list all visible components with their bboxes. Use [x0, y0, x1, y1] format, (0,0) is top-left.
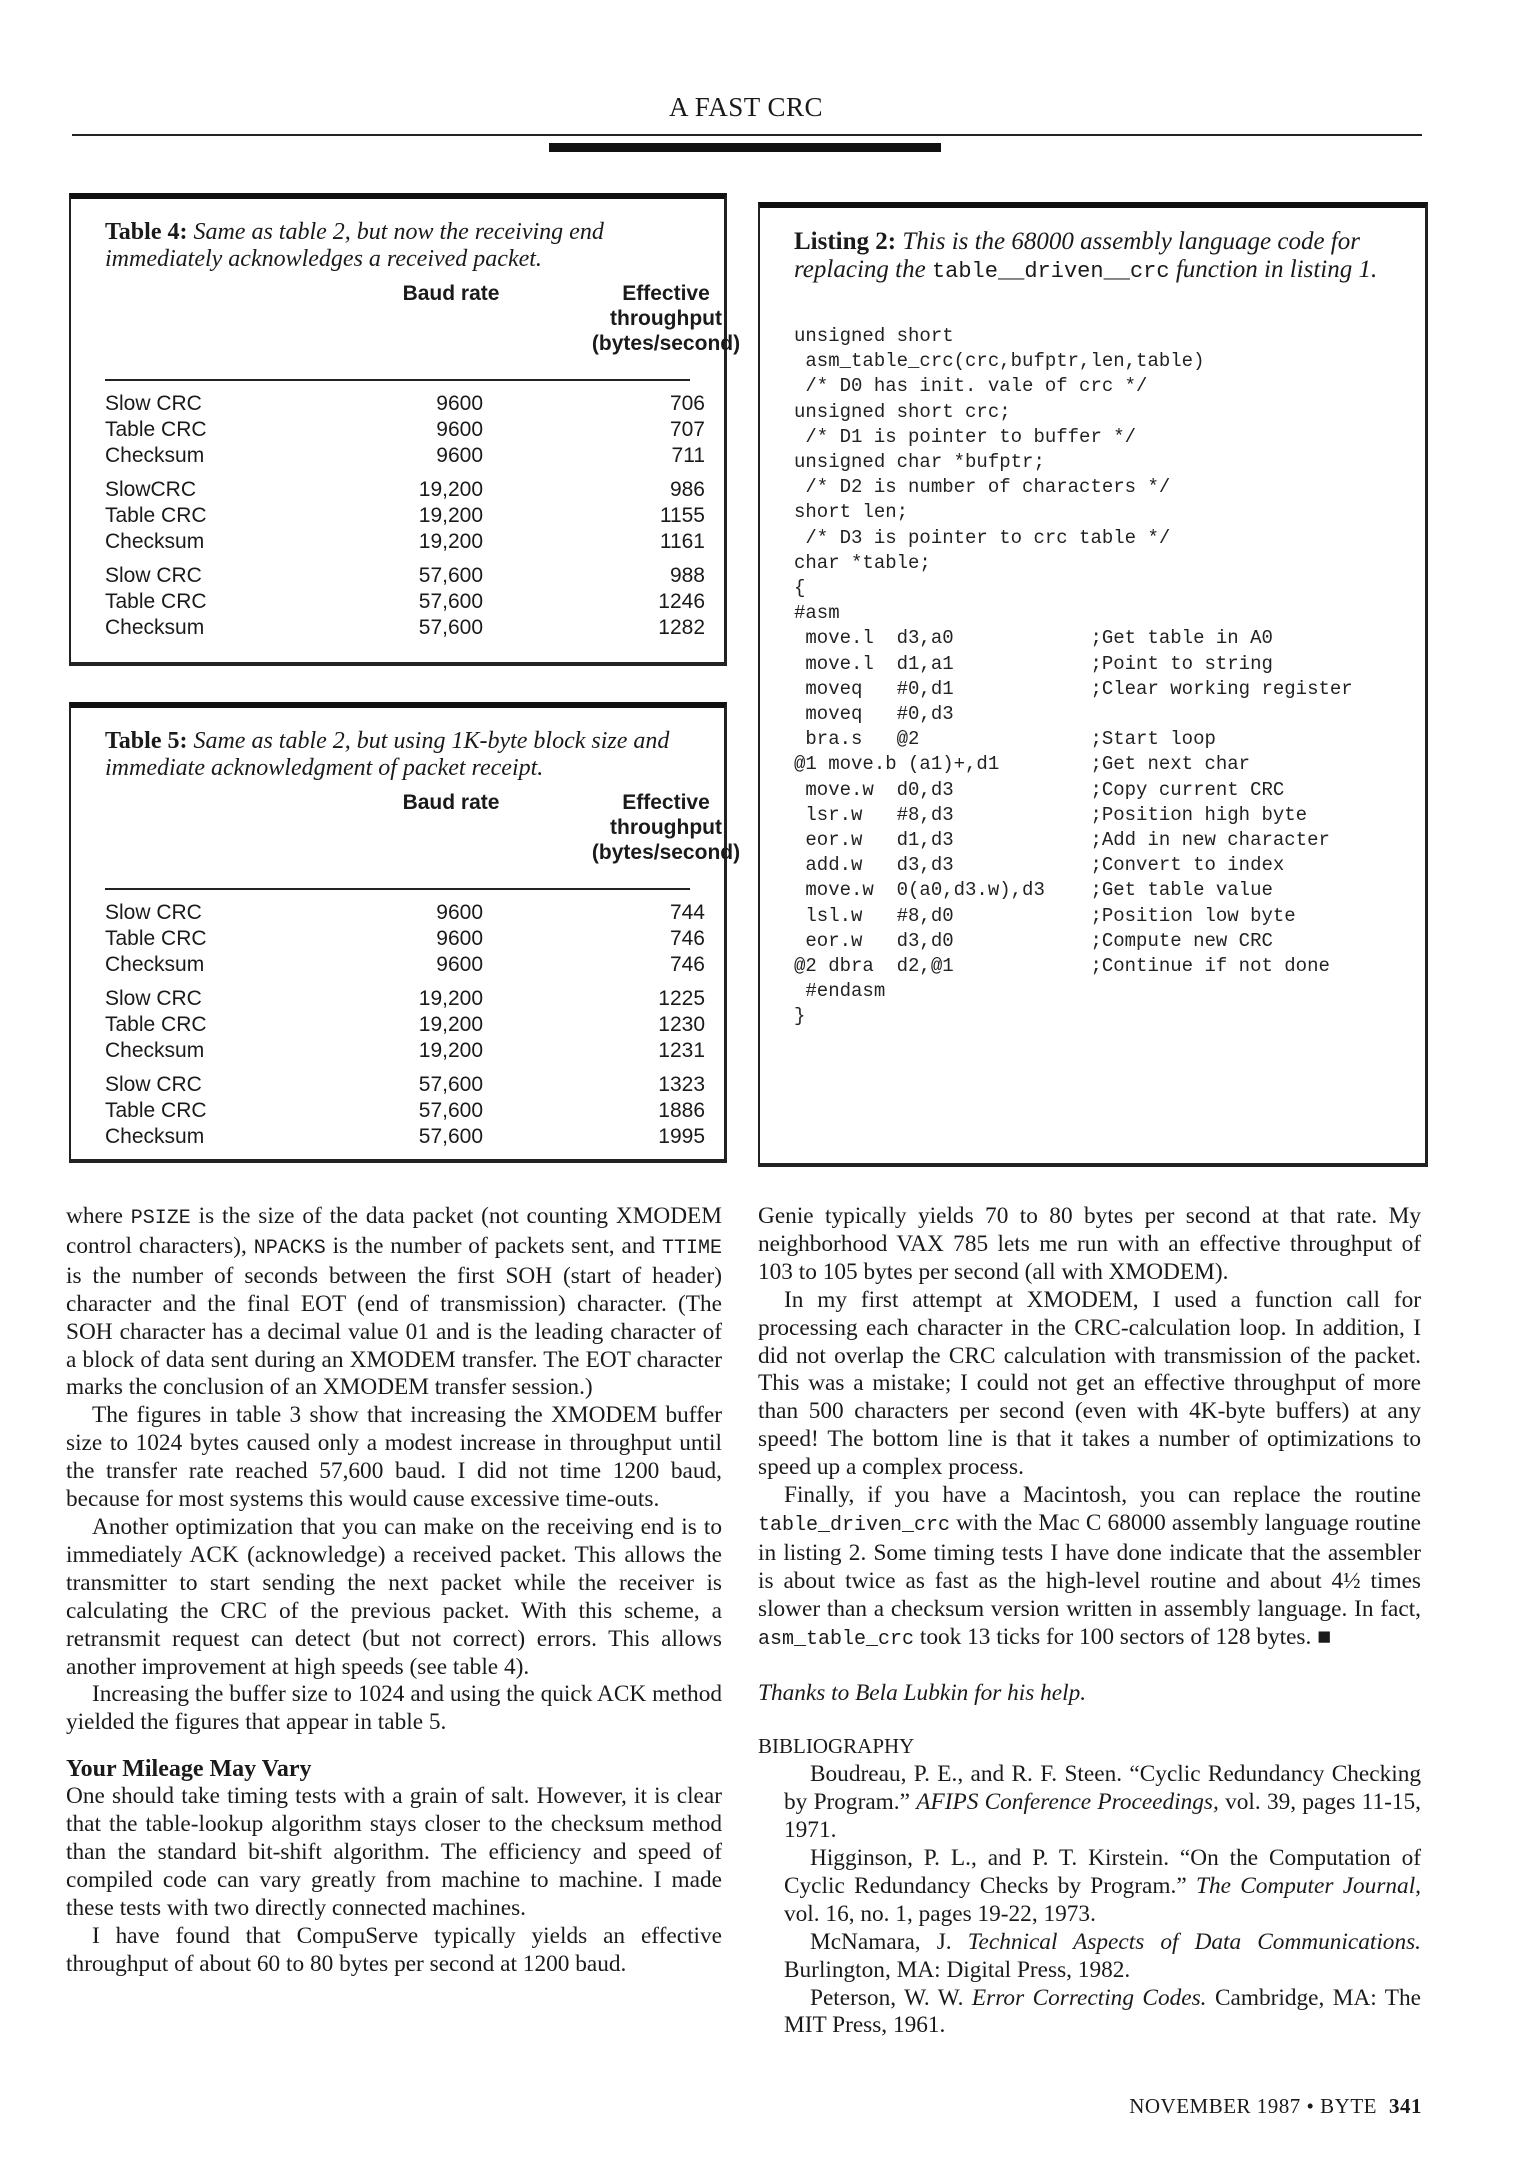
throughput: 1231 — [658, 1039, 705, 1062]
row-label: Table CRC — [105, 1099, 207, 1122]
row-label: Slow CRC — [105, 987, 202, 1010]
table-row — [71, 391, 724, 417]
table-caption: Table 5: Same as table 2, but using 1K-byte block size and immediate acknowledgment of packet receipt. — [105, 728, 670, 781]
throughput: 711 — [671, 444, 705, 467]
table-row — [71, 1072, 724, 1098]
baud-rate: 9600 — [436, 927, 483, 950]
table-row — [71, 1012, 724, 1038]
throughput: 1161 — [659, 530, 705, 553]
right-column — [758, 1203, 1421, 2040]
col-throughput: Effective throughput (bytes/second) — [591, 791, 741, 864]
baud-rate: 9600 — [436, 444, 483, 467]
table-row — [71, 477, 724, 503]
throughput: 988 — [669, 564, 705, 587]
throughput: 1225 — [658, 987, 705, 1010]
table-row — [71, 443, 724, 469]
row-label: Checksum — [105, 1039, 205, 1062]
row-label: Slow CRC — [105, 392, 202, 415]
bibliography-entry: Boudreau, P. E., and R. F. Steen. “Cyclic Redundancy Checking by Program.” AFIPS Conference Proceedings, vol. 39, pages 11-15, 1971. — [784, 1761, 1421, 1844]
row-label: Checksum — [105, 530, 205, 553]
table-row — [71, 589, 724, 615]
paragraph: where PSIZE is the size of the data packet (not counting XMODEM control characters), NPACKS is the number of packets sent, and TTIME is the number of seconds between the first SOH (start of header) character and the final EOT (end of transmission) character. (The SOH character has a decimal value 01 and is the leading character of a block of data sent during an XMODEM transfer. The EOT character marks the conclusion of an XMODEM transfer session.) — [66, 1203, 722, 1401]
baud-rate: 9600 — [436, 418, 483, 441]
header-bar — [549, 143, 941, 152]
throughput: 1230 — [658, 1013, 705, 1036]
throughput: 986 — [669, 478, 705, 501]
table-row — [71, 615, 724, 641]
table-row — [71, 529, 724, 555]
bibliography-entry: McNamara, J. Technical Aspects of Data Communications. Burlington, MA: Digital Press, 1982. — [784, 1928, 1421, 1983]
row-label: Slow CRC — [105, 901, 202, 924]
paragraph: The figures in table 3 show that increasing the XMODEM buffer size to 1024 bytes caused only a modest increase in throughput until the transfer rate reached 57,600 baud. I did not time 1200 baud, because for most systems this would cause excessive time-outs. — [66, 1402, 722, 1513]
table-5 — [69, 702, 741, 1163]
throughput: 1246 — [658, 590, 705, 613]
table-header — [71, 273, 741, 379]
throughput: 746 — [669, 953, 705, 976]
section-heading: Your Mileage May Vary — [66, 1756, 312, 1783]
paragraph: I have found that CompuServe typically yields an effective throughput of about 60 to 80 bytes per second at 1200 baud. — [66, 1922, 722, 1977]
row-label: Table CRC — [105, 418, 207, 441]
listing-caption: Listing 2: This is the 68000 assembly language code for replacing the table__driven__crc function in listing 1. — [794, 228, 1378, 284]
table-body — [71, 381, 724, 641]
table-header — [71, 782, 741, 888]
code-listing: unsigned short asm_table_crc(crc,bufptr,len,table) /* D0 has init. vale of crc */ unsigned short crc; /* D1 is pointer to buffer */ unsigned char *bufptr; /* D2 is number of characters */ short len; /* D3 is pointer to crc table */ char *table; { #asm move.l d3,a0 ;Get table in A0 move.l d1,a1 ;Point to string moveq #0,d1 ;Clear working register moveq #0,d3 bra.s @2 ;Start loop @1 move.b (a1)+,d1 ;Get next char move.w d0,d3 ;Copy current CRC lsr.w #8,d3 ;Position high byte eor.w d1,d3 ;Add in new character add.w d3,d3 ;Convert to index move.w 0(a0,d3.w),d3 ;Get table value lsl.w #8,d0 ;Position low byte eor.w d3,d0 ;Compute new CRC @2 dbra d2,@1 ;Continue if not done #endasm } — [794, 325, 1353, 1028]
row-label: Slow CRC — [105, 564, 202, 587]
paragraph: Increasing the buffer size to 1024 and using the quick ACK method yielded the figures that appear in table 5. — [66, 1681, 722, 1736]
table-caption: Table 4: Same as table 2, but now the receiving end immediately acknowledges a received packet. — [105, 219, 604, 272]
baud-rate: 57,600 — [418, 1125, 483, 1148]
throughput: 706 — [669, 392, 705, 415]
baud-rate: 19,200 — [418, 987, 483, 1010]
bibliography-entry: Higginson, P. L., and P. T. Kirstein. “On the Computation of Cyclic Redundancy Checks by Program.” The Computer Journal, vol. 16, no. 1, pages 19-22, 1973. — [784, 1845, 1421, 1927]
col-baud: Baud rate — [402, 282, 500, 305]
running-title: A FAST CRC — [668, 92, 824, 122]
table-row — [71, 952, 724, 978]
throughput: 744 — [669, 901, 705, 924]
left-column — [66, 1203, 722, 1979]
paragraph: Finally, if you have a Macintosh, you can replace the routine table_driven_crc with the Mac C 68000 assembly language routine in listing 2. Some timing tests I have done indicate that the assembler is about twice as fast as the high-level routine and about 4½ times slower than a checksum version written in assembly language. In fact, asm_table_crc took 13 ticks for 100 sectors of 128 bytes. ■ — [758, 1482, 1421, 1651]
paragraph: Genie typically yields 70 to 80 bytes per second at that rate. My neighborhood VAX 785 lets me run with an effective throughput of 103 to 105 bytes per second (all with XMODEM). — [758, 1203, 1421, 1285]
table-row — [71, 900, 724, 926]
baud-rate: 19,200 — [418, 478, 483, 501]
col-throughput: Effective throughput (bytes/second) — [591, 282, 741, 355]
baud-rate: 57,600 — [418, 616, 483, 639]
row-label: Checksum — [105, 444, 205, 467]
table-row — [71, 986, 724, 1012]
baud-rate: 57,600 — [418, 564, 483, 587]
throughput: 1995 — [658, 1125, 705, 1148]
table-row — [71, 1038, 724, 1064]
row-label: Checksum — [105, 616, 205, 639]
row-label: Table CRC — [105, 590, 207, 613]
baud-rate: 57,600 — [418, 590, 483, 613]
row-label: Table CRC — [105, 504, 207, 527]
row-label: SlowCRC — [105, 478, 197, 501]
baud-rate: 19,200 — [418, 1013, 483, 1036]
throughput: 1282 — [658, 616, 705, 639]
paragraph: Another optimization that you can make on the receiving end is to immediately ACK (acknowledge) a received packet. This allows the transmitter to start sending the next packet while the receiver is calculating the CRC of the previous packet. With this scheme, a retransmit request can detect (but not correct) errors. This allows another improvement at high speeds (see table 4). — [66, 1513, 722, 1680]
throughput: 746 — [669, 927, 705, 950]
bibliography-heading: BIBLIOGRAPHY — [758, 1734, 915, 1759]
table-4 — [69, 193, 741, 666]
header-rule — [72, 134, 1422, 136]
paragraph: In my first attempt at XMODEM, I used a function call for processing each character in the CRC-calculation loop. In addition, I did not overlap the CRC calculation with transmission of the packet. This was a mistake; I could not get an effective throughput of more than 500 characters per second (even with 4K-byte buffers) at any speed! The bottom line is that it takes a number of optimizations to speed up a complex process. — [758, 1286, 1421, 1481]
page-number: 341 — [1389, 2094, 1422, 2118]
row-label: Table CRC — [105, 1013, 207, 1036]
col-baud: Baud rate — [402, 791, 500, 814]
baud-rate: 9600 — [436, 953, 483, 976]
bibliography — [758, 1761, 1421, 2040]
throughput: 1886 — [658, 1099, 705, 1122]
table-row — [71, 1124, 724, 1150]
listing-2 — [758, 202, 1428, 1167]
bibliography-entry: Peterson, W. W. Error Correcting Codes. Cambridge, MA: The MIT Press, 1961. — [784, 1984, 1421, 2039]
page-footer: NOVEMBER 1987 • BYTE 341 — [1129, 2094, 1422, 2118]
row-label: Slow CRC — [105, 1073, 202, 1096]
throughput: 707 — [669, 418, 705, 441]
table-body — [71, 890, 724, 1150]
baud-rate: 19,200 — [418, 504, 483, 527]
table-row — [71, 503, 724, 529]
table-row — [71, 926, 724, 952]
throughput: 1155 — [659, 504, 705, 527]
acknowledgment: Thanks to Bela Lubkin for his help. — [758, 1679, 1087, 1706]
row-label: Table CRC — [105, 927, 207, 950]
paragraph: One should take timing tests with a grain of salt. However, it is clear that the table-lookup algorithm stays closer to the checksum method than the standard bit-shift algorithm. The efficiency and speed of compiled code can vary greatly from machine to machine. I made these tests with two directly connected machines. — [66, 1783, 722, 1921]
throughput: 1323 — [658, 1073, 705, 1096]
row-label: Checksum — [105, 1125, 205, 1148]
table-row — [71, 563, 724, 589]
baud-rate: 19,200 — [418, 1039, 483, 1062]
baud-rate: 9600 — [436, 392, 483, 415]
table-row — [71, 417, 724, 443]
baud-rate: 9600 — [436, 901, 483, 924]
baud-rate: 57,600 — [418, 1099, 483, 1122]
baud-rate: 57,600 — [418, 1073, 483, 1096]
table-row — [71, 1098, 724, 1124]
baud-rate: 19,200 — [418, 530, 483, 553]
row-label: Checksum — [105, 953, 205, 976]
